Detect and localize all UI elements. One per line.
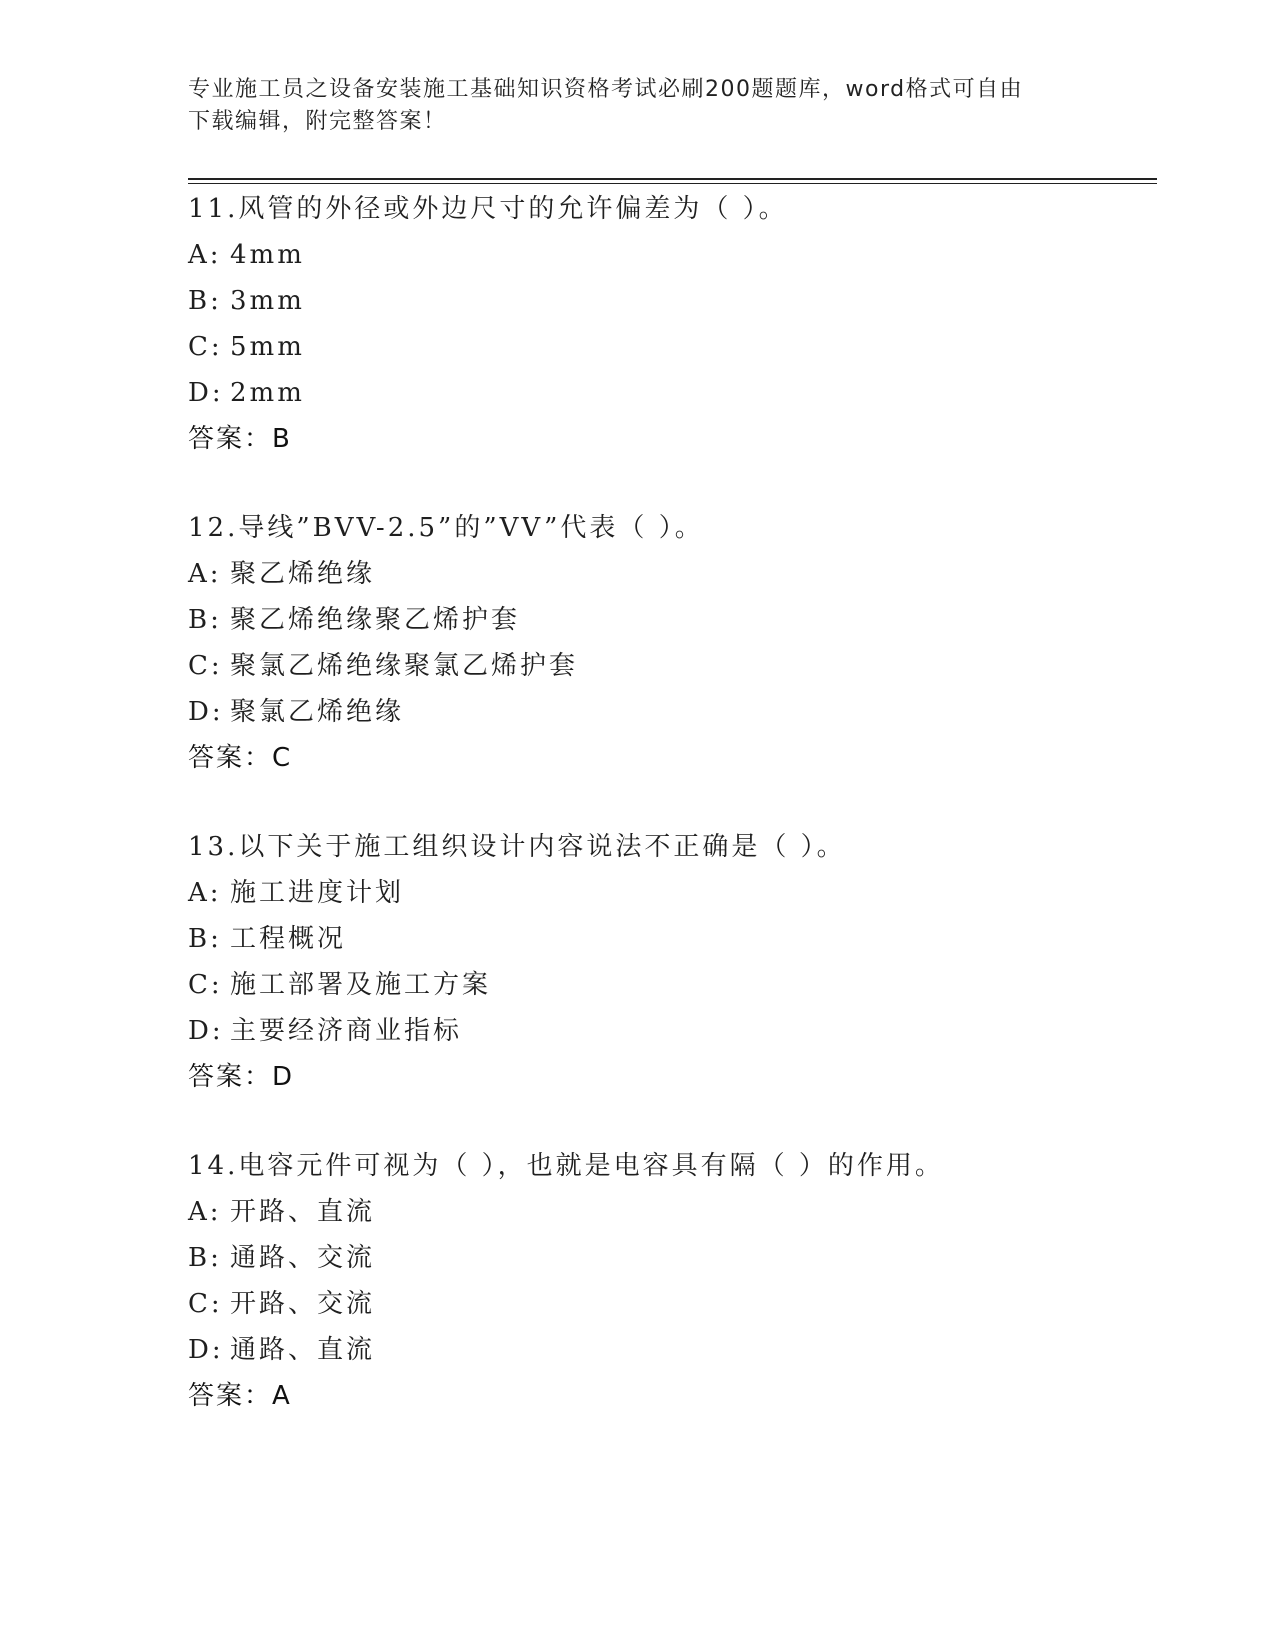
question-title: 14.电容元件可视为（ ），也就是电容具有隔（ ）的作用。	[188, 1151, 944, 1181]
header-line-2: 下载编辑，附完整答案！	[188, 109, 447, 134]
option-text: 开路、交流	[230, 1289, 376, 1319]
option-c	[188, 962, 1148, 1008]
option-d	[188, 370, 1148, 416]
option-b	[188, 1235, 1148, 1281]
option-d	[188, 1327, 1148, 1373]
question-title: 13.以下关于施工组织设计内容说法不正确是（ ）。	[188, 832, 846, 862]
option-text: 5mm	[230, 332, 305, 362]
option-b	[188, 278, 1148, 324]
question-11	[188, 186, 1148, 505]
option-letter: A:	[188, 559, 222, 589]
header-divider-thick	[188, 178, 1157, 180]
option-letter: C:	[188, 1289, 223, 1319]
option-letter: D:	[188, 697, 224, 727]
question-title: 11.风管的外径或外边尺寸的允许偏差为（ ）。	[188, 194, 788, 224]
option-letter: C:	[188, 332, 223, 362]
option-text: 施工进度计划	[230, 878, 405, 908]
option-text: 聚氯乙烯绝缘	[230, 697, 405, 727]
option-c	[188, 1281, 1148, 1327]
option-letter: B:	[188, 605, 222, 635]
option-d	[188, 1008, 1148, 1054]
option-b	[188, 597, 1148, 643]
document-header	[188, 74, 1088, 138]
option-c	[188, 324, 1148, 370]
header-divider-thin	[188, 183, 1157, 184]
option-text: 聚乙烯绝缘聚乙烯护套	[230, 605, 521, 635]
option-text: 开路、直流	[230, 1197, 376, 1227]
option-letter: D:	[188, 1335, 224, 1365]
question-title: 12.导线”BVV-2.5”的”VV”代表（ ）。	[188, 513, 704, 543]
option-letter: A:	[188, 878, 222, 908]
question-13	[188, 824, 1148, 1143]
option-text: 工程概况	[230, 924, 347, 954]
option-a	[188, 1189, 1148, 1235]
option-text: 聚氯乙烯绝缘聚氯乙烯护套	[230, 651, 579, 681]
option-letter: C:	[188, 651, 223, 681]
option-letter: B:	[188, 924, 222, 954]
answer-line: 答案：A	[188, 1381, 292, 1411]
answer-line: 答案：D	[188, 1062, 295, 1092]
option-text: 3mm	[230, 286, 305, 316]
option-text: 主要经济商业指标	[230, 1016, 463, 1046]
answer-line: 答案：C	[188, 743, 293, 773]
option-letter: D:	[188, 378, 224, 408]
option-text: 通路、交流	[230, 1243, 376, 1273]
option-d	[188, 689, 1148, 735]
option-c	[188, 643, 1148, 689]
answer-line: 答案：B	[188, 424, 292, 454]
option-letter: A:	[188, 1197, 222, 1227]
option-letter: A:	[188, 240, 222, 270]
option-a	[188, 870, 1148, 916]
option-a	[188, 551, 1148, 597]
option-text: 通路、直流	[230, 1335, 376, 1365]
option-letter: D:	[188, 1016, 224, 1046]
option-text: 2mm	[230, 378, 305, 408]
option-text: 施工部署及施工方案	[230, 970, 492, 1000]
option-letter: B:	[188, 286, 222, 316]
question-12	[188, 505, 1148, 824]
option-text: 4mm	[230, 240, 305, 270]
question-14	[188, 1143, 1148, 1462]
header-line-1: 专业施工员之设备安装施工基础知识资格考试必刷200题题库，word格式可自由	[188, 77, 1024, 102]
option-letter: C:	[188, 970, 223, 1000]
option-letter: B:	[188, 1243, 222, 1273]
option-text: 聚乙烯绝缘	[230, 559, 376, 589]
option-b	[188, 916, 1148, 962]
option-a	[188, 232, 1148, 278]
question-list	[188, 186, 1148, 1462]
